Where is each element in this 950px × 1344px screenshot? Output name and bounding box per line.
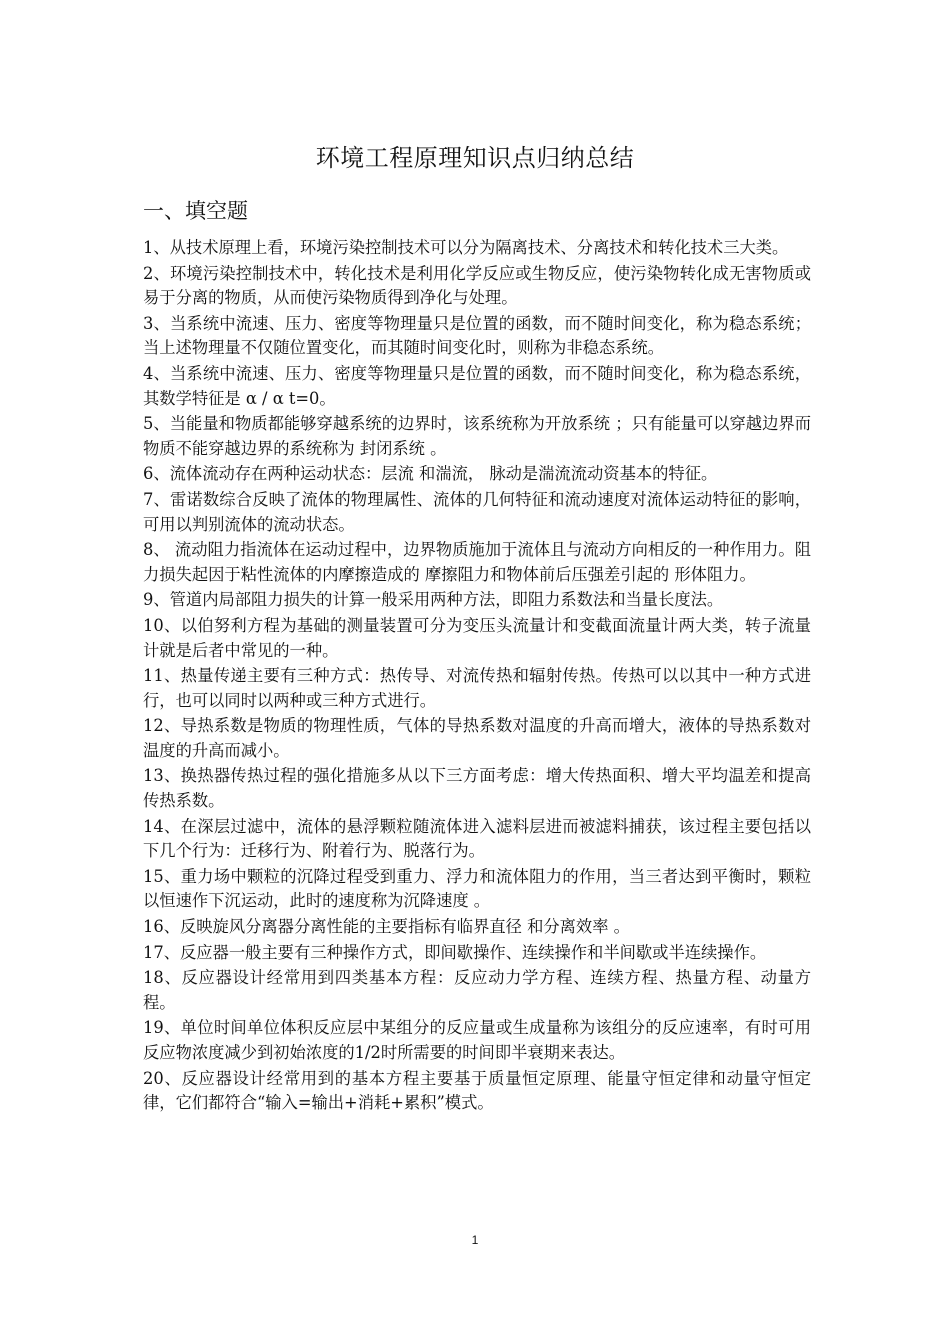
list-item: 7、雷诺数综合反映了流体的物理属性、流体的几何特征和流动速度对流体运动特征的影响，可用以判别流体的流动状态。 (143, 489, 811, 534)
list-item: 13、换热器传热过程的强化措施多从以下三方面考虑：增大传热面积、增大平均温差和提高传热系数。 (143, 766, 811, 811)
list-item: 3、当系统中流速、压力、密度等物理量只是位置的函数，而不随时间变化，称为稳态系统；当上述物理量不仅随位置变化，而其随时间变化时，则称为非稳态系统。 (143, 313, 811, 358)
list-item: 11、热量传递主要有三种方式：热传导、对流传热和辐射传热。传热可以以其中一种方式进行，也可以同时以两种或三种方式进行。 (143, 666, 811, 710)
list-item: 6、流体流动存在两种运动状态：层流 和湍流， 脉动是湍流流动资基本的特征。 (143, 464, 718, 484)
section-heading: 一、填空题 (143, 199, 248, 223)
list-item: 10、以伯努利方程为基础的测量装置可分为变压头流量计和变截面流量计两大类，转子流量计就是后者中常见的一种。 (143, 615, 811, 660)
list-item: 19、单位时间单位体积反应层中某组分的反应量或生成量称为该组分的反应速率，有时可用反应物浓度减少到初始浓度的1/2时所需要的时间即半衰期来表达。 (143, 1018, 811, 1062)
list-item: 5、当能量和物质都能够穿越系统的边界时，该系统称为开放系统 ；只有能量可以穿越边界而物质不能穿越边界的系统称为 封闭系统 。 (143, 414, 811, 458)
list-item: 1、从技术原理上看，环境污染控制技术可以分为隔离技术、分离技术和转化技术三大类。 (143, 238, 789, 257)
list-item: 4、当系统中流速、压力、密度等物理量只是位置的函数，而不随时间变化，称为稳态系统，其数学特征是 α / α t=0。 (143, 363, 811, 408)
list-item: 8、 流动阻力指流体在运动过程中，边界物质施加于流体且与流动方向相反的一种作用力。阻力损失起因于粘性流体的内摩擦造成的 摩擦阻力和物体前后压强差引起的 形体阻力。 (143, 540, 811, 584)
list-item: 15、重力场中颗粒的沉降过程受到重力、浮力和流体阻力的作用，当三者达到平衡时，颗粒以恒速作下沉运动，此时的速度称为沉降速度 。 (143, 866, 811, 911)
list-item: 12、导热系数是物质的物理性质，气体的导热系数对温度的升高而增大，液体的导热系数对温度的升高而减小。 (143, 716, 811, 760)
question-list (143, 236, 811, 1117)
list-item: 20、反应器设计经常用到的基本方程主要基于质量恒定原理、能量守恒定律和动量守恒定律，它们都符合“输入=输出+消耗+累积”模式。 (143, 1068, 811, 1113)
list-item: 2、环境污染控制技术中，转化技术是利用化学反应或生物反应，使污染物转化成无害物质或易于分离的物质，从而使污染物质得到净化与处理。 (143, 263, 811, 308)
list-item: 9、管道内局部阻力损失的计算一般采用两种方法，即阻力系数法和当量长度法。 (143, 590, 724, 610)
page-title: 环境工程原理知识点归纳总结 (315, 144, 635, 172)
list-item: 16、反映旋风分离器分离性能的主要指标有临界直径 和分离效率 。 (143, 917, 630, 937)
list-item: 17、反应器一般主要有三种操作方式，即间歇操作、连续操作和半间歇或半连续操作。 (143, 942, 767, 962)
list-item: 18、反应器设计经常用到四类基本方程：反应动力学方程、连续方程、热量方程、动量方程。 (143, 968, 811, 1012)
page-number: 1 (471, 1233, 479, 1247)
list-item: 14、在深层过滤中，流体的悬浮颗粒随流体进入滤料层进而被滤料捕获，该过程主要包括以下几个行为：迁移行为、附着行为、脱落行为。 (143, 816, 811, 861)
